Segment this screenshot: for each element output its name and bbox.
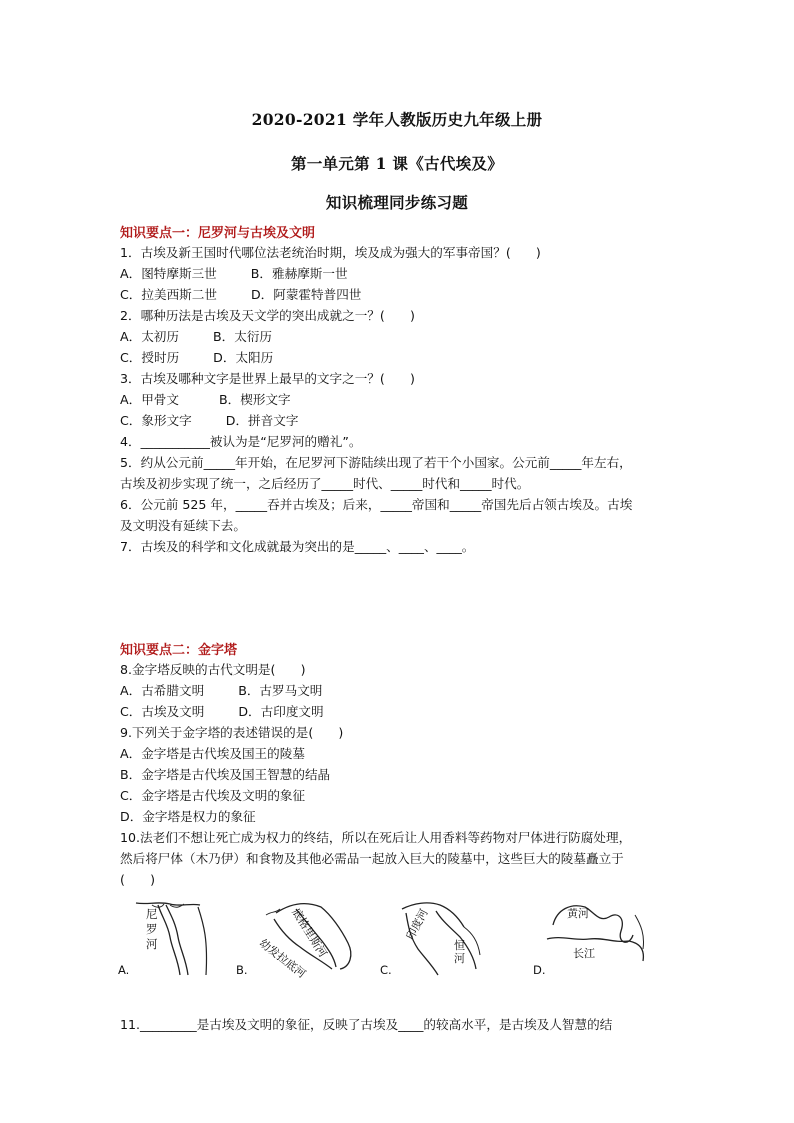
question-10-line3: ( ): [120, 872, 156, 887]
option-d: D．拼音文字: [225, 413, 299, 428]
river-maps: [118, 895, 678, 980]
india-map-drawing: [380, 895, 490, 980]
option-c: C．授时历: [120, 350, 180, 365]
tigris-river-label: 底格里斯河: [289, 906, 330, 960]
question-3: 3．古埃及哪种文字是世界上最早的文字之一？( ): [120, 371, 415, 386]
question-9-option-d: D．金字塔是权力的象征: [120, 809, 256, 824]
nile-river-label: 尼罗河: [146, 907, 158, 951]
yangtze-river-label: 长江: [573, 947, 595, 960]
option-b: B．楔形文字: [219, 392, 291, 407]
question-1-options-row1: [120, 264, 680, 284]
question-4: 4．___________被认为是“尼罗河的赠礼”。: [120, 434, 362, 449]
option-b: B．古罗马文明: [238, 683, 323, 698]
option-b: B．太衍历: [213, 329, 273, 344]
indus-river-label: 印度河: [403, 906, 431, 943]
option-c: C．古埃及文明: [120, 704, 205, 719]
worksheet-subtitle: 知识梳理同步练习题: [325, 193, 469, 212]
question-8: 8.金字塔反映的古代文明是( ): [120, 662, 306, 677]
map-option-c: [380, 895, 490, 980]
question-10-line1: 10.法老们不想让死亡成为权力的终结，所以在死后让人用香料等药物对尸体进行防腐处理，: [120, 830, 632, 845]
question-2-options-row1: [120, 327, 680, 347]
question-8-options-row1: [120, 681, 680, 701]
map-a-label: A.: [118, 963, 130, 977]
question-8-options-row2: [120, 702, 680, 722]
question-7: 7．古埃及的科学和文化成就最为突出的是_____、____、____。: [120, 539, 475, 554]
question-9-option-c: C．金字塔是古代埃及文明的象征: [120, 788, 306, 803]
map-d-label: D.: [533, 963, 546, 977]
option-a: A．甲骨文: [120, 392, 179, 407]
option-d: D．阿蒙霍特普四世: [250, 287, 362, 302]
question-9: 9.下列关于金字塔的表述错误的是( ): [120, 725, 344, 740]
question-3-options-row2: [120, 411, 680, 431]
option-d: D．古印度文明: [238, 704, 324, 719]
map-option-d: [533, 895, 653, 980]
map-b-label: B.: [236, 963, 248, 977]
question-1-options-row2: [120, 285, 680, 305]
ganges-river-label: 恒河: [454, 939, 465, 965]
question-5-line2: 古埃及初步实现了统一，之后经历了_____时代、_____时代和_____时代。: [120, 476, 530, 491]
option-a: A．古希腊文明: [120, 683, 205, 698]
question-11: 11._________是古埃及文明的象征，反映了古埃及____的较高水平，是古埃及人智慧的结: [120, 1017, 613, 1032]
question-9-option-b: B．金字塔是古代埃及国王智慧的结晶: [120, 767, 331, 782]
option-c: C．拉美西斯二世: [120, 287, 217, 302]
question-6-line2: 及文明没有延续下去。: [120, 518, 246, 533]
option-b: B．雅赫摩斯一世: [250, 266, 348, 281]
section-heading-2: 知识要点二：金字塔: [120, 643, 238, 658]
question-9-option-a: A．金字塔是古代埃及国王的陵墓: [120, 746, 305, 761]
question-3-options-row1: [120, 390, 680, 410]
question-2: 2．哪种历法是古埃及天文学的突出成就之一？( ): [120, 308, 415, 323]
euphrates-river-label: 幼发拉底河: [256, 936, 309, 981]
option-c: C．象形文字: [120, 413, 192, 428]
question-10-line2: 然后将尸体（木乃伊）和食物及其他必需品一起放入巨大的陵墓中，这些巨大的陵墓矗立于: [120, 851, 624, 866]
option-a: A．太初历: [120, 329, 179, 344]
question-2-options-row2: [120, 348, 680, 368]
option-d: D．太阳历: [213, 350, 274, 365]
map-c-label: C.: [380, 963, 392, 977]
map-option-a: [118, 895, 228, 980]
lesson-title: 第一单元第 1 课《古代埃及》: [290, 154, 504, 173]
question-1: 1．古埃及新王国时代哪位法老统治时期，埃及成为强大的军事帝国？( ): [120, 245, 541, 260]
nile-map-drawing: [118, 895, 228, 980]
option-a: A．图特摩斯三世: [120, 266, 217, 281]
yellow-river-label: 黄河: [567, 907, 589, 920]
map-option-b: [236, 895, 361, 980]
question-6-line1: 6．公元前 525 年，_____吞并古埃及；后来，_____帝国和_____帝国先后占领古埃及。古埃: [120, 497, 633, 512]
document-title: 2020-2021 学年人教版历史九年级上册: [251, 110, 543, 129]
question-5-line1: 5．约从公元前_____年开始，在尼罗河下游陆续出现了若干个小国家。公元前_____年左右，: [120, 455, 632, 470]
section-heading-1: 知识要点一：尼罗河与古埃及文明: [120, 226, 316, 241]
china-map-drawing: [533, 895, 653, 980]
